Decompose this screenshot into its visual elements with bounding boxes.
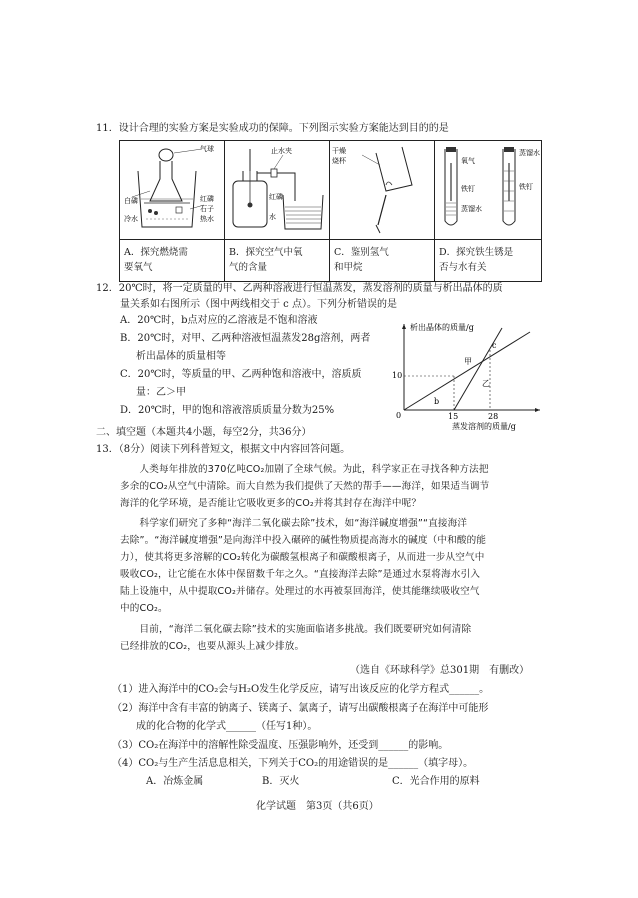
figure-c-cell [330,141,435,240]
q12-option-c: C．20℃时，等质量的甲、乙两种饱和溶液中，溶质质 [120,369,362,380]
q11-experiment-table [119,140,542,282]
passage-source: （选自《环球科学》总301期 有删改） [350,665,530,676]
fig-b-label-water: 水 [269,213,276,221]
passage-line-3: 海洋的化学环境，是否能让它吸收更多的CO₂并将其封存在海洋中呢？ [120,498,422,509]
q11-stem: 11．设计合理的实验方案是实验成功的保障。下列图示实验方案能达到目的的是 [96,123,449,134]
option-b-caption: B．探究空气中氧 气的含量 [225,240,330,282]
figure-b-cell [225,141,330,240]
passage-line-10: 目前，“海洋二氧化碳去除”技术的实施面临诸多挑战。我们既要研究如何清除 [120,624,472,635]
q12-stem-line1: 12．20℃时，将一定质量的甲、乙两种溶液进行恒温蒸发，蒸发溶剂的质量与析出晶体的质 [96,283,503,294]
fig-b-label-clamp: 止水夹 [271,147,292,155]
fig-c-label-dry: 干燥 [332,147,346,155]
passage-line-8: 陆上设施中，从中提取CO₂并储存。处理过的水再被泵回海洋，使其能继续吸收空气 [120,586,480,597]
option-a-caption: A．探究燃烧需 要氧气 [120,240,225,282]
q12-stem-line2: 量关系如右图所示（图中两线相交于 c 点）。下列分析错误的是 [120,299,397,310]
fig-c-label-beaker: 烧杯 [332,157,346,165]
figure-b-oxygen-apparatus [225,141,329,235]
q13-4-option-b: B．灭火 [262,776,300,787]
figure-a-combustion-apparatus [120,141,224,235]
fig-d-label-distilled-water-left: 蒸馏水 [461,205,482,213]
q13-sub-2-cont: 成的化合物的化学式______（任写1种）。 [136,721,318,732]
graph-x-tick-15: 15 [448,412,459,421]
graph-x-tick-28: 28 [488,412,499,421]
section-2-title: 二、填空题（本题共4小题，每空2分，共36分） [96,427,312,438]
q13-4-option-c: C．光合作用的原料 [392,776,480,787]
fig-d-label-nail-right: 铁钉 [519,183,533,191]
option-c-caption: C．鉴别氢气 和甲烷 [330,240,435,282]
option-d-caption: D．探究铁生锈是 否与水有关 [435,240,542,282]
q12-option-c-cont: 量：乙＞甲 [136,387,186,398]
fig-a-label-stone: 石子 [200,205,214,213]
q13-sub-2: （2）海洋中含有丰富的钠离子、镁离子、氯离子，请写出碳酸根离子在海洋中可能形 [112,703,489,714]
passage-line-11: 已经排放的CO₂，也要从源头上减少排放。 [120,641,305,652]
graph-x-label: 蒸发溶剂的质量/g [452,422,516,431]
passage-line-6: 力），使其将更多溶解的CO₂转化为碳酸氢根离子和碳酸根离子，从而进一步从空气中 [120,552,485,563]
graph-y-label: 析出晶体的质量/g [410,323,474,332]
fig-a-label-balloon: 气球 [200,145,214,153]
graph-origin: 0 [396,411,402,420]
graph-point-c: c [492,341,497,350]
graph-line-jia [404,332,530,410]
fig-a-label-cold-water: 冷水 [124,215,138,223]
passage-line-2: 多余的CO₂从空气中清除。而大自然为我们提供了天然的帮手——海洋，如果适当调节 [120,481,490,492]
q13-header: 13．（8分）阅读下列科普短文，根据文中内容回答问题。 [96,444,351,455]
fig-a-label-white-p: 白磷 [124,197,138,205]
page-footer: 化学试题 第3页（共6页） [256,801,379,812]
figure-a-cell [120,141,225,240]
graph-line-label-yi: 乙 [482,379,490,388]
q12-option-b: B．20℃时，对甲、乙两种溶液恒温蒸发28g溶剂，两者 [120,333,371,344]
fig-d-label-distilled-water-right: 蒸馏水 [519,149,540,157]
passage-line-9: 中的CO₂。 [120,603,168,614]
fig-a-label-red-p: 红磷 [200,195,214,203]
graph-line-label-jia: 甲 [464,357,472,366]
passage-line-5: 去除”。“海洋碱度增强”是向海洋中投入碾碎的碱性物质提高海水的碱度（中和酸的能 [120,535,487,546]
q12-option-a: A．20℃时，b点对应的乙溶液是不饱和溶液 [120,315,318,326]
q12-solubility-graph [390,318,550,436]
figure-d-rust-apparatus [435,141,541,235]
fig-b-label-red-p: 红磷 [269,193,283,201]
fig-d-label-oxygen: 氧气 [461,157,475,165]
q13-sub-1: （1）进入海洋中的CO₂会与H₂O发生化学反应，请写出该反应的化学方程式______。 [112,684,490,695]
figure-c-gas-apparatus [330,141,434,235]
q13-sub-4: （4）CO₂与生产生活息息相关，下列关于CO₂的用途错误的是______（填字母）。 [112,758,474,769]
graph-y-tick-10: 10 [392,371,403,380]
q13-4-option-a: A．冶炼金属 [146,776,204,787]
fig-a-label-hot-water: 热水 [200,215,214,223]
q13-sub-3: （3）CO₂在海洋中的溶解性除受温度、压强影响外，还受到______的影响。 [112,740,449,751]
q12-option-b-cont: 析出晶体的质量相等 [136,351,226,362]
q12-option-d: D．20℃时，甲的饱和溶液溶质质量分数为25% [120,405,335,416]
figure-d-cell [435,141,542,240]
fig-d-label-nail-left: 铁钉 [461,185,475,193]
passage-line-4: 科学家们研究了多种“海洋二氧化碳去除”技术，如“海洋碱度增强”“直接海洋 [120,518,468,529]
passage-line-7: 吸收CO₂，让它能在水体中保留数千年之久。“直接海洋去除”是通过水泵将海水引入 [120,569,481,580]
graph-point-b: b [434,397,440,406]
passage-line-1: 人类每年排放的370亿吨CO₂加剧了全球气候。为此，科学家正在寻找各种方法把 [120,464,489,475]
